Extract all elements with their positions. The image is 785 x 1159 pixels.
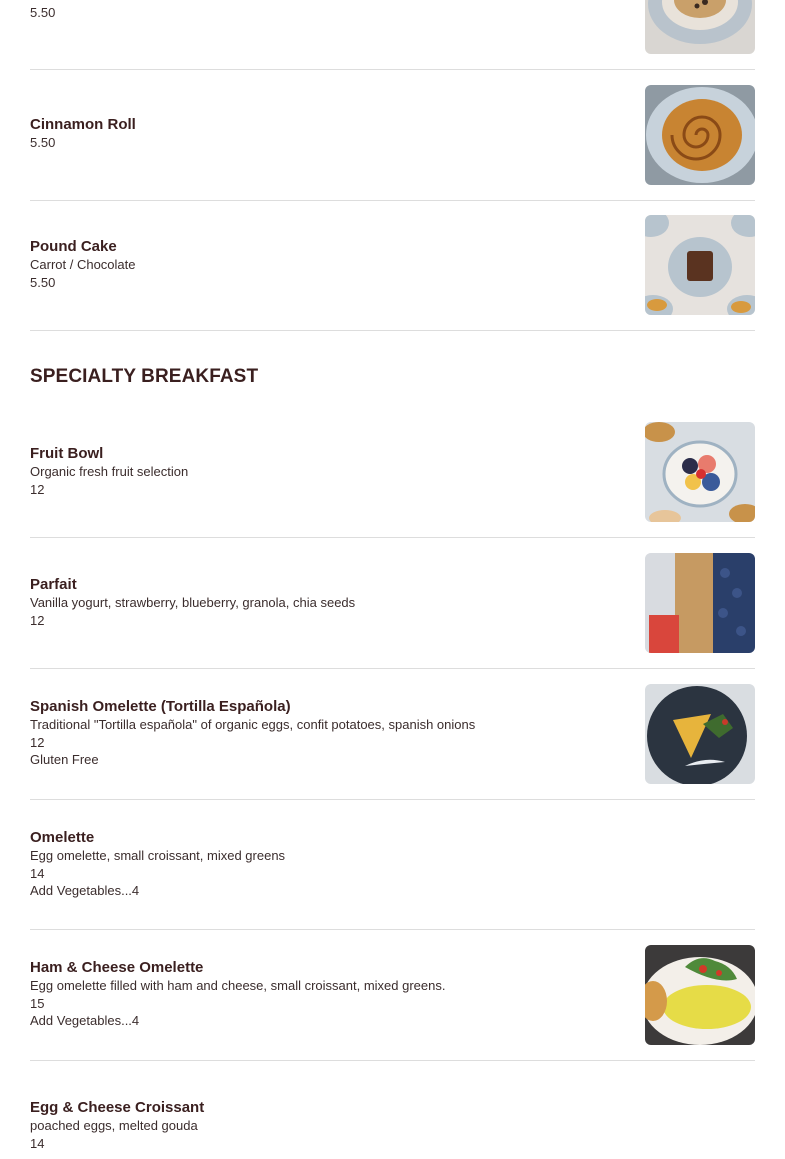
item-name: Parfait [30, 576, 77, 593]
item-description: Vanilla yogurt, strawberry, blueberry, granola, chia seeds [30, 595, 356, 610]
item-note: Add Vegetables...4 [30, 1013, 140, 1028]
item-price: 12 [30, 612, 45, 628]
item-price: 5.50 [30, 5, 56, 20]
item-name: Spanish Omelette (Tortilla Española) [30, 698, 291, 715]
item-description: Egg omelette filled with ham and cheese, small croissant, mixed greens. [30, 978, 446, 993]
item-name: Pound Cake [30, 238, 117, 255]
item-price: 5.50 [30, 274, 56, 290]
item-name: Cinnamon Roll [30, 116, 136, 133]
menu-item[interactable] [30, 1060, 755, 1159]
item-price: 14 [30, 865, 45, 881]
item-description: Organic fresh fruit selection [30, 464, 189, 479]
item-price: 14 [30, 1135, 45, 1151]
item-name: Omelette [30, 829, 95, 846]
item-note: Gluten Free [30, 752, 99, 767]
menu-item[interactable] [30, 0, 755, 70]
item-photo[interactable] [645, 0, 755, 54]
menu-item[interactable] [30, 406, 755, 538]
menu-item[interactable] [30, 200, 755, 331]
menu-item[interactable] [30, 69, 755, 201]
item-name: Ham & Cheese Omelette [30, 959, 204, 976]
menu-item[interactable] [30, 929, 755, 1061]
item-description: poached eggs, melted gouda [30, 1118, 198, 1133]
item-price: 12 [30, 481, 45, 497]
item-photo[interactable] [645, 945, 755, 1045]
item-photo[interactable] [645, 553, 755, 653]
item-photo[interactable] [645, 684, 755, 784]
item-photo[interactable] [645, 85, 755, 185]
item-name: Egg & Cheese Croissant [30, 1099, 205, 1116]
item-note: Add Vegetables...4 [30, 883, 140, 898]
item-price: 12 [30, 734, 45, 750]
item-price: 5.50 [30, 135, 56, 150]
item-photo[interactable] [645, 215, 755, 315]
item-name: Fruit Bowl [30, 445, 104, 462]
section-title: SPECIALTY BREAKFAST [30, 366, 259, 387]
item-price: 15 [30, 995, 45, 1011]
item-description: Egg omelette, small croissant, mixed greens [30, 848, 286, 863]
item-photo[interactable] [645, 422, 755, 522]
menu-item[interactable] [30, 799, 755, 930]
menu-item[interactable] [30, 668, 755, 800]
item-description: Carrot / Chocolate [30, 257, 136, 272]
menu-item[interactable] [30, 537, 755, 669]
item-description: Traditional "Tortilla española" of organic eggs, confit potatoes, spanish onions [30, 717, 476, 732]
